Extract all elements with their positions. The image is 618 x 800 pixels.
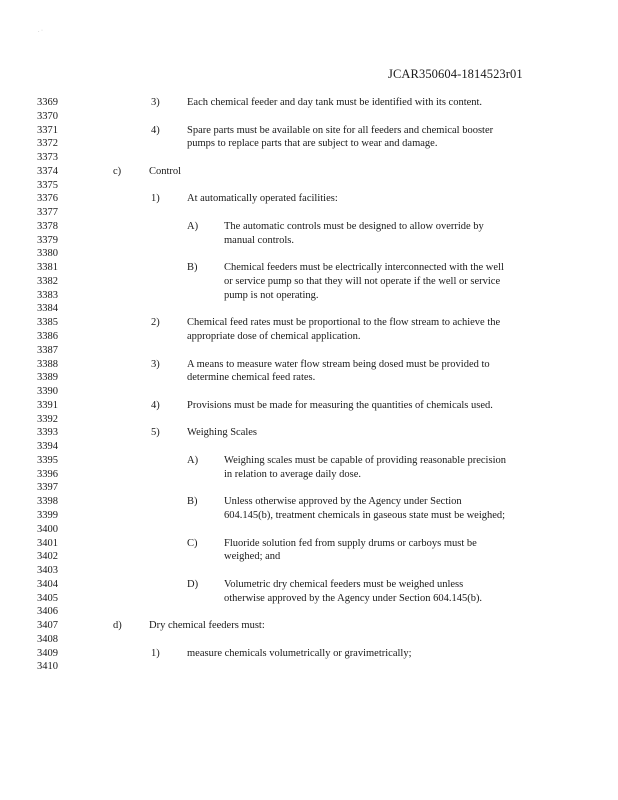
text-line	[37, 302, 618, 316]
item-marker: C)	[187, 537, 198, 549]
item-text: weighed; and	[224, 551, 281, 563]
text-line	[37, 124, 618, 138]
item-text: Volumetric dry chemical feeders must be weighed unless	[224, 578, 464, 590]
item-text: determine chemical feed rates.	[187, 372, 316, 384]
line-number: 3392	[37, 413, 58, 425]
line-number: 3379	[37, 234, 58, 246]
item-text: Unless otherwise approved by the Agency under Section	[224, 496, 462, 508]
item-text: manual controls.	[224, 234, 294, 246]
item-text: pump is not operating.	[224, 289, 319, 301]
line-number: 3389	[37, 372, 58, 384]
item-marker: A)	[187, 454, 199, 466]
item-text: Control	[149, 165, 182, 177]
line-number: 3370	[37, 110, 58, 122]
text-line	[37, 495, 618, 509]
text-line	[37, 633, 618, 647]
item-marker: 3)	[151, 358, 160, 370]
item-text: 604.145(b), treatment chemicals in gaseous state must be weighed;	[224, 509, 506, 521]
line-number: 3372	[37, 138, 58, 150]
line-number: 3394	[37, 441, 58, 453]
text-line	[37, 137, 618, 151]
text-line	[37, 385, 618, 399]
item-text: in relation to average daily dose.	[224, 468, 362, 480]
line-number: 3388	[37, 358, 58, 370]
item-marker: d)	[113, 620, 122, 632]
text-line	[37, 206, 618, 220]
text-line	[37, 468, 618, 482]
line-number: 3369	[37, 97, 58, 108]
text-line	[37, 537, 618, 551]
text-line	[37, 247, 618, 261]
line-number: 3383	[37, 289, 58, 301]
item-text: Provisions must be made for measuring the quantities of chemicals used.	[187, 399, 493, 411]
item-text: The automatic controls must be designed to allow override by	[224, 220, 484, 232]
line-number: 3397	[37, 482, 58, 494]
item-text: Dry chemical feeders must:	[149, 620, 265, 632]
line-number: 3409	[37, 647, 58, 659]
text-line	[37, 660, 618, 674]
item-marker: 3)	[151, 97, 160, 108]
line-number: 3390	[37, 386, 58, 398]
item-marker: 1)	[151, 647, 160, 659]
item-text: Weighing scales must be capable of providing reasonable precision	[224, 454, 506, 466]
item-marker: 5)	[151, 427, 160, 439]
text-line	[37, 523, 618, 537]
text-line	[37, 165, 618, 179]
text-line	[37, 151, 618, 165]
item-text: measure chemicals volumetrically or gravimetrically;	[187, 647, 412, 659]
text-line	[37, 578, 618, 592]
item-text: At automatically operated facilities:	[187, 193, 338, 205]
text-line	[37, 289, 618, 303]
line-number: 3402	[37, 551, 58, 563]
item-text: A means to measure water flow stream being dosed must be provided to	[187, 358, 490, 370]
line-number: 3382	[37, 275, 58, 287]
line-number: 3373	[37, 152, 58, 164]
text-line	[37, 330, 618, 344]
item-text: otherwise approved by the Agency under Section 604.145(b).	[224, 592, 483, 604]
scan-specks: . ·	[38, 28, 43, 34]
item-text: Each chemical feeder and day tank must be identified with its content.	[187, 97, 483, 108]
text-line	[37, 316, 618, 330]
text-line	[37, 344, 618, 358]
line-number: 3377	[37, 207, 58, 219]
text-line	[37, 96, 618, 110]
text-line	[37, 275, 618, 289]
line-number: 3401	[37, 537, 58, 549]
text-line	[37, 399, 618, 413]
line-number: 3380	[37, 248, 58, 260]
text-line	[37, 371, 618, 385]
line-number: 3393	[37, 427, 58, 439]
line-number: 3410	[37, 661, 58, 673]
line-number: 3387	[37, 344, 58, 356]
item-marker: 1)	[151, 193, 160, 205]
line-number: 3384	[37, 303, 58, 315]
text-line	[37, 261, 618, 275]
text-line	[37, 426, 618, 440]
text-line	[37, 234, 618, 248]
text-line	[37, 192, 618, 206]
text-line	[37, 179, 618, 193]
item-marker: 4)	[151, 399, 160, 411]
line-number: 3396	[37, 468, 58, 480]
text-line	[37, 413, 618, 427]
line-number: 3403	[37, 565, 58, 577]
line-number: 3391	[37, 399, 58, 411]
document-id: JCAR350604-1814523r01	[388, 67, 523, 81]
item-text: Spare parts must be available on site for all feeders and chemical booster	[187, 124, 494, 136]
line-number: 3371	[37, 124, 58, 136]
line-number: 3385	[37, 317, 58, 329]
text-line	[37, 647, 618, 661]
line-number: 3404	[37, 578, 58, 590]
text-line	[37, 220, 618, 234]
item-text: Weighing Scales	[187, 427, 258, 439]
line-number: 3376	[37, 193, 58, 205]
text-line	[37, 564, 618, 578]
item-text: appropriate dose of chemical application.	[187, 331, 361, 343]
line-number: 3406	[37, 606, 58, 618]
line-number: 3381	[37, 262, 58, 274]
item-marker: D)	[187, 578, 199, 590]
numbered-lines	[37, 96, 618, 674]
item-text: or service pump so that they will not operate if the well or service	[224, 275, 501, 287]
text-line	[37, 358, 618, 372]
text-line	[37, 110, 618, 124]
item-marker: c)	[113, 165, 122, 177]
line-number: 3408	[37, 633, 58, 645]
line-number: 3407	[37, 620, 58, 632]
text-line	[37, 605, 618, 619]
line-number: 3405	[37, 592, 58, 604]
text-line	[37, 509, 618, 523]
line-number: 3378	[37, 220, 58, 232]
text-line	[37, 550, 618, 564]
line-number: 3374	[37, 165, 58, 177]
text-line	[37, 481, 618, 495]
item-marker: 4)	[151, 124, 160, 136]
item-text: Fluoride solution fed from supply drums or carboys must be	[224, 537, 477, 549]
text-line	[37, 592, 618, 606]
line-number: 3398	[37, 496, 58, 508]
line-number: 3386	[37, 331, 58, 343]
item-text: pumps to replace parts that are subject to wear and damage.	[187, 138, 438, 150]
item-marker: 2)	[151, 317, 160, 329]
line-number: 3400	[37, 523, 58, 535]
item-text: Chemical feed rates must be proportional to the flow stream to achieve the	[187, 317, 501, 329]
item-marker: B)	[187, 496, 198, 508]
item-marker: B)	[187, 262, 198, 274]
item-text: Chemical feeders must be electrically interconnected with the well	[224, 262, 504, 274]
text-line	[37, 440, 618, 454]
line-number: 3375	[37, 179, 58, 191]
line-number: 3399	[37, 509, 58, 521]
text-line	[37, 619, 618, 633]
text-line	[37, 454, 618, 468]
line-number: 3395	[37, 454, 58, 466]
item-marker: A)	[187, 220, 199, 232]
